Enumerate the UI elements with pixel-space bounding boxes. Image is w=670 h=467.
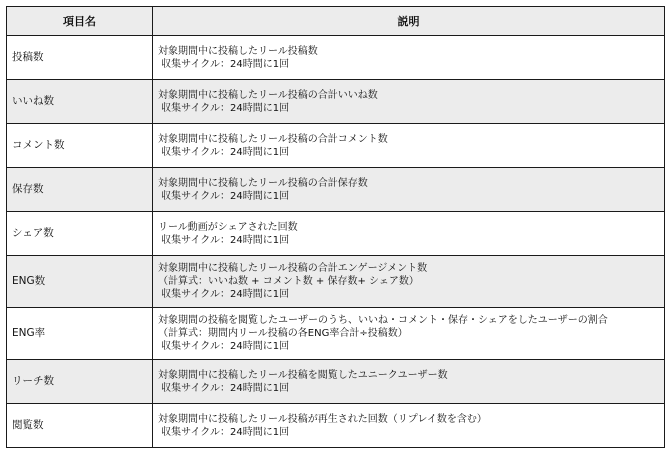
metric-name: リーチ数 [7, 360, 153, 404]
metric-name: コメント数 [7, 124, 153, 168]
description-line: リール動画がシェアされた回数 [158, 221, 298, 233]
description-line: （計算式：期間内リール投稿の各ENG率合計÷投稿数） [158, 328, 408, 339]
header-item-name: 項目名 [7, 7, 153, 36]
table-row [7, 360, 665, 404]
table-row [7, 36, 665, 80]
metric-name: 保存数 [7, 168, 153, 212]
table-header-row [7, 7, 665, 36]
description-line: 収集サイクル：24時間に1回 [158, 190, 290, 202]
description-line: 対象期間中に投稿したリール投稿数 [158, 45, 318, 57]
description-line: 対象期間中に投稿したリール投稿の合計いいね数 [158, 89, 378, 101]
metric-description [153, 124, 665, 168]
table-row [7, 404, 665, 448]
metric-name: シェア数 [7, 212, 153, 256]
metric-description [153, 168, 665, 212]
metric-name: ENG数 [7, 256, 153, 308]
description-line: 対象期間中に投稿したリール投稿が再生された回数（リプレイ数を含む） [158, 413, 487, 425]
table-row [7, 212, 665, 256]
description-line: 対象期間中に投稿したリール投稿の合計エンゲージメント数 [158, 263, 428, 274]
metric-description [153, 404, 665, 448]
metric-description [153, 360, 665, 404]
table-row [7, 80, 665, 124]
table-row [7, 308, 665, 360]
metric-description [153, 212, 665, 256]
description-line: 収集サイクル：24時間に1回 [158, 58, 290, 70]
description-line: 収集サイクル：24時間に1回 [158, 289, 290, 300]
description-line: 収集サイクル：24時間に1回 [158, 382, 290, 394]
metric-description [153, 308, 665, 360]
metric-description [153, 36, 665, 80]
table-body [7, 36, 665, 448]
metric-name: ENG率 [7, 308, 153, 360]
table-row [7, 256, 665, 308]
description-line: 収集サイクル：24時間に1回 [158, 234, 290, 246]
description-line: （計算式：いいね数 + コメント数 + 保存数+ シェア数） [158, 276, 419, 287]
description-line: 収集サイクル：24時間に1回 [158, 146, 290, 158]
description-line: 対象期間中に投稿したリール投稿を閲覧したユニークユーザー数 [158, 369, 448, 381]
description-line: 対象期間中に投稿したリール投稿の合計保存数 [158, 177, 368, 189]
metrics-table [6, 6, 665, 448]
metric-name: 閲覧数 [7, 404, 153, 448]
description-line: 収集サイクル：24時間に1回 [158, 102, 290, 114]
description-line: 対象期間の投稿を閲覧したユーザーのうち、いいね・コメント・保存・シェアをしたユーザーの割合 [158, 315, 608, 326]
metrics-table-container [6, 6, 664, 448]
description-line: 収集サイクル：24時間に1回 [158, 341, 290, 352]
table-row [7, 124, 665, 168]
metric-description [153, 256, 665, 308]
description-line: 対象期間中に投稿したリール投稿の合計コメント数 [158, 133, 388, 145]
metric-name: 投稿数 [7, 36, 153, 80]
table-row [7, 168, 665, 212]
description-line: 収集サイクル：24時間に1回 [158, 426, 290, 438]
header-description: 説明 [153, 7, 665, 36]
metric-description [153, 80, 665, 124]
metric-name: いいね数 [7, 80, 153, 124]
